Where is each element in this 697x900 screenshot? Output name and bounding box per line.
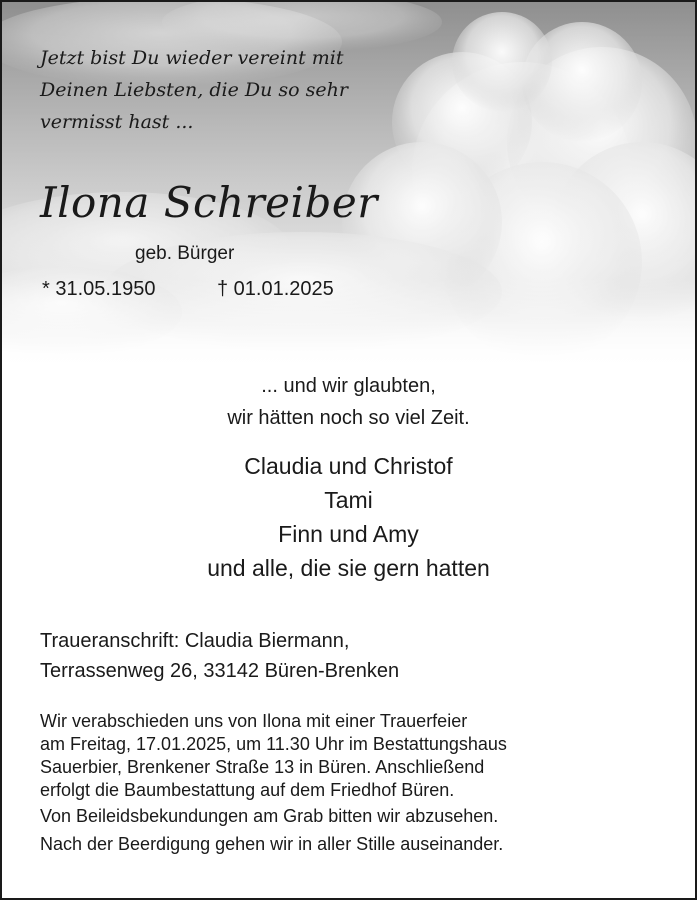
closing-note: Nach der Beerdigung gehen wir in aller Stille auseinander. (40, 834, 504, 854)
mourner-line: Claudia und Christof (244, 453, 453, 479)
address-line: Traueranschrift: Claudia Biermann, (40, 630, 350, 652)
ceremony-line: erfolgt die Baumbestattung auf dem Friedhof Büren. (40, 780, 455, 800)
condolence-note: Von Beileidsbekundungen am Grab bitten wir abzusehen. (40, 806, 499, 826)
motto-line: vermisst hast ... (40, 111, 194, 133)
quote-line: wir hätten noch so viel Zeit. (227, 407, 470, 429)
address-line: Terrassenweg 26, 33142 Büren-Brenken (40, 660, 400, 682)
quote-text (2, 370, 695, 434)
mourning-address (40, 626, 660, 686)
mourner-line: und alle, die sie gern hatten (207, 555, 490, 581)
quote-line: ... und wir glaubten, (261, 375, 436, 397)
ceremony-line: Sauerbier, Brenkener Straße 13 in Büren. Anschließend (40, 757, 485, 777)
motto-line: Deinen Liebsten, die Du so sehr (40, 79, 348, 101)
ceremony-line: am Freitag, 17.01.2025, um 11.30 Uhr im Bestattungshaus (40, 734, 507, 754)
birth-date: * 31.05.1950 (42, 278, 156, 300)
mourners-list (2, 449, 695, 585)
mourner-line: Finn und Amy (278, 521, 419, 547)
ceremony-info (40, 710, 680, 856)
maiden-name: geb. Bürger (135, 243, 235, 264)
motto-text (40, 42, 400, 138)
life-dates (42, 275, 334, 303)
death-date: † 01.01.2025 (217, 278, 334, 300)
ceremony-line: Wir verabschieden uns von Ilona mit einer Trauerfeier (40, 711, 468, 731)
mourner-line: Tami (324, 487, 373, 513)
motto-line: Jetzt bist Du wieder vereint mit (40, 47, 344, 69)
deceased-name: Ilona Schreiber (40, 178, 378, 227)
